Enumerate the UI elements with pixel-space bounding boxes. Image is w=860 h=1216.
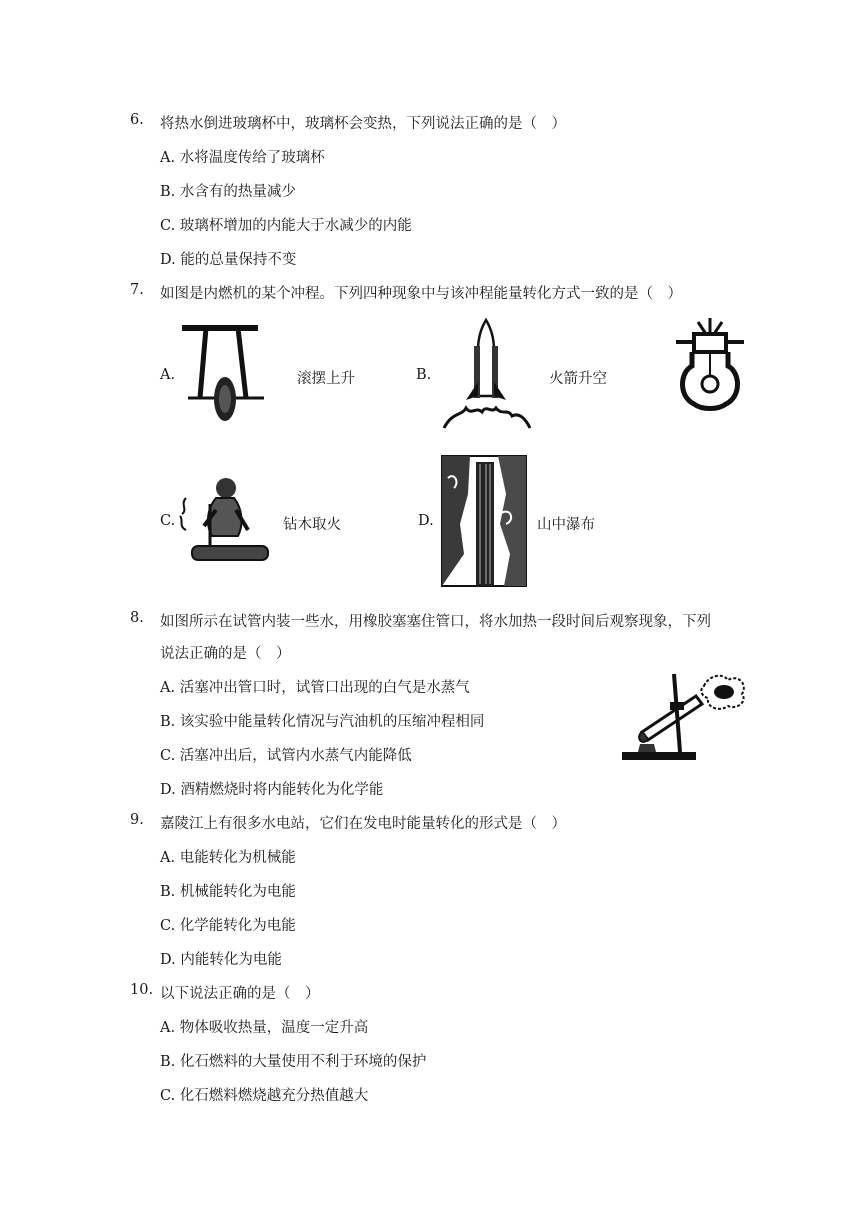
q8-option-b: B. 该实验中能量转化情况与汽油机的压缩冲程相同: [160, 714, 485, 730]
question-8-stem-line1: 如图所示在试管内装一些水，用橡胶塞塞住管口，将水加热一段时间后观察现象，下列: [160, 614, 711, 630]
q7-option-c-letter: C.: [160, 513, 176, 529]
question-10-stem: 以下说法正确的是（ ）: [160, 986, 320, 1002]
q7-option-a-caption: 滚摆上升: [297, 371, 355, 387]
question-8-stem-line2: 说法正确的是（ ）: [160, 646, 291, 662]
q7-option-d-letter: D.: [418, 513, 434, 529]
question-9-number: 9.: [130, 812, 144, 828]
question-6-number: 6.: [130, 112, 144, 128]
q10-option-a: A. 物体吸收热量，温度一定升高: [160, 1020, 369, 1036]
drilling-wood-fire-icon: [176, 470, 272, 570]
question-8-number: 8.: [130, 610, 144, 626]
q9-option-d: D. 内能转化为电能: [160, 952, 282, 968]
test-tube-stopper-icon: [618, 668, 750, 764]
q10-option-b: B. 化石燃料的大量使用不利于环境的保护: [160, 1054, 427, 1070]
q9-option-a: A. 电能转化为机械能: [160, 850, 296, 866]
question-10-number: 10.: [130, 982, 154, 998]
q7-option-a-letter: A.: [160, 367, 176, 383]
q9-option-b: B. 机械能转化为电能: [160, 884, 296, 900]
q7-option-b-letter: B.: [416, 367, 432, 383]
q9-option-c: C. 化学能转化为电能: [160, 918, 296, 934]
question-7-number: 7.: [130, 282, 144, 298]
q8-option-d: D. 酒精燃烧时将内能转化为化学能: [160, 782, 384, 798]
q8-option-a: A. 活塞冲出管口时，试管口出现的白气是水蒸气: [160, 680, 470, 696]
waterfall-icon: [440, 454, 528, 588]
q6-option-a: A. 水将温度传给了玻璃杯: [160, 150, 325, 166]
rolling-pendulum-icon: [180, 322, 270, 422]
engine-cylinder-spark-icon: [672, 316, 748, 412]
q10-option-c: C. 化石燃料燃烧越充分热值越大: [160, 1088, 369, 1104]
question-9-stem: 嘉陵江上有很多水电站，它们在发电时能量转化的形式是（ ）: [160, 816, 566, 832]
question-7-stem: 如图是内燃机的某个冲程。下列四种现象中与该冲程能量转化方式一致的是（ ）: [160, 286, 682, 302]
q6-option-b: B. 水含有的热量减少: [160, 184, 296, 200]
q8-option-c: C. 活塞冲出后，试管内水蒸气内能降低: [160, 748, 412, 764]
q7-option-b-caption: 火箭升空: [549, 371, 607, 387]
q6-option-d: D. 能的总量保持不变: [160, 252, 297, 268]
rocket-icon: [436, 316, 536, 430]
q7-option-c-caption: 钻木取火: [283, 517, 341, 533]
question-6-stem: 将热水倒进玻璃杯中，玻璃杯会变热，下列说法正确的是（ ）: [160, 116, 566, 132]
q7-option-d-caption: 山中瀑布: [537, 517, 595, 533]
q6-option-c: C. 玻璃杯增加的内能大于水减少的内能: [160, 218, 412, 234]
